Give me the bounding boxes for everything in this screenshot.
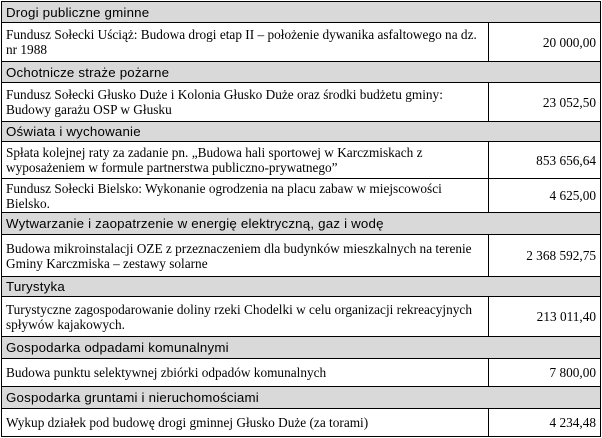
table-row bbox=[2, 83, 601, 122]
section-title: Wytwarzanie i zaopatrzenie w energię elektryczną, gaz i wodę bbox=[2, 213, 601, 235]
row-description: Fundusz Sołecki Uściąż: Budowa drogi etap II – położenie dywanika asfaltowego na dz. nr 1988 bbox=[2, 23, 489, 62]
section-header-turystyka bbox=[2, 277, 601, 297]
row-amount: 20 000,00 bbox=[489, 23, 601, 62]
section-title: Gospodarka gruntami i nieruchomościami bbox=[2, 387, 601, 409]
row-description: Budowa punktu selektywnej zbiórki odpadów komunalnych bbox=[2, 359, 489, 387]
row-amount: 2 368 592,75 bbox=[489, 235, 601, 277]
row-description: Budowa mikroinstalacji OZE z przeznaczeniem dla budynków mieszkalnych na terenie Gminy Karczmiska – zestawy solarne bbox=[2, 235, 489, 277]
section-header-drogi-publiczne bbox=[2, 2, 601, 23]
row-description: Wykup działek pod budowę drogi gminnej Głusko Duże (za torami) bbox=[2, 409, 489, 437]
section-title: Ochotnicze straże pożarne bbox=[2, 62, 601, 83]
section-title: Gospodarka odpadami komunalnymi bbox=[2, 337, 601, 359]
row-amount: 23 052,50 bbox=[489, 83, 601, 122]
table-row bbox=[2, 359, 601, 387]
section-header-grunty bbox=[2, 387, 601, 409]
section-title: Turystyka bbox=[2, 277, 601, 297]
section-header-energia bbox=[2, 213, 601, 235]
section-header-oswiata bbox=[2, 122, 601, 142]
row-description: Spłata kolejnej raty za zadanie pn. „Budowa hali sportowej w Karczmiskach z wyposażeniem w formule partnerstwa publiczno-prywatnego” bbox=[2, 142, 489, 179]
row-amount: 4 234,48 bbox=[489, 409, 601, 437]
section-title: Drogi publiczne gminne bbox=[2, 2, 601, 23]
investment-table bbox=[1, 1, 601, 437]
row-description: Fundusz Sołecki Bielsko: Wykonanie ogrodzenia na placu zabaw w miejscowości Bielsko. bbox=[2, 179, 489, 213]
row-description: Turystyczne zagospodarowanie doliny rzeki Chodelki w celu organizacji rekreacyjnych spływów kajakowych. bbox=[2, 297, 489, 337]
row-amount: 853 656,64 bbox=[489, 142, 601, 179]
table-row bbox=[2, 409, 601, 437]
table-row bbox=[2, 297, 601, 337]
row-amount: 213 011,40 bbox=[489, 297, 601, 337]
section-header-odpady bbox=[2, 337, 601, 359]
row-description: Fundusz Sołecki Głusko Duże i Kolonia Głusko Duże oraz środki budżetu gminy: Budowy garażu OSP w Głusku bbox=[2, 83, 489, 122]
table-row bbox=[2, 235, 601, 277]
table-row bbox=[2, 179, 601, 213]
table-row bbox=[2, 142, 601, 179]
section-header-osp bbox=[2, 62, 601, 83]
table-row bbox=[2, 23, 601, 62]
row-amount: 4 625,00 bbox=[489, 179, 601, 213]
row-amount: 7 800,00 bbox=[489, 359, 601, 387]
section-title: Oświata i wychowanie bbox=[2, 122, 601, 142]
